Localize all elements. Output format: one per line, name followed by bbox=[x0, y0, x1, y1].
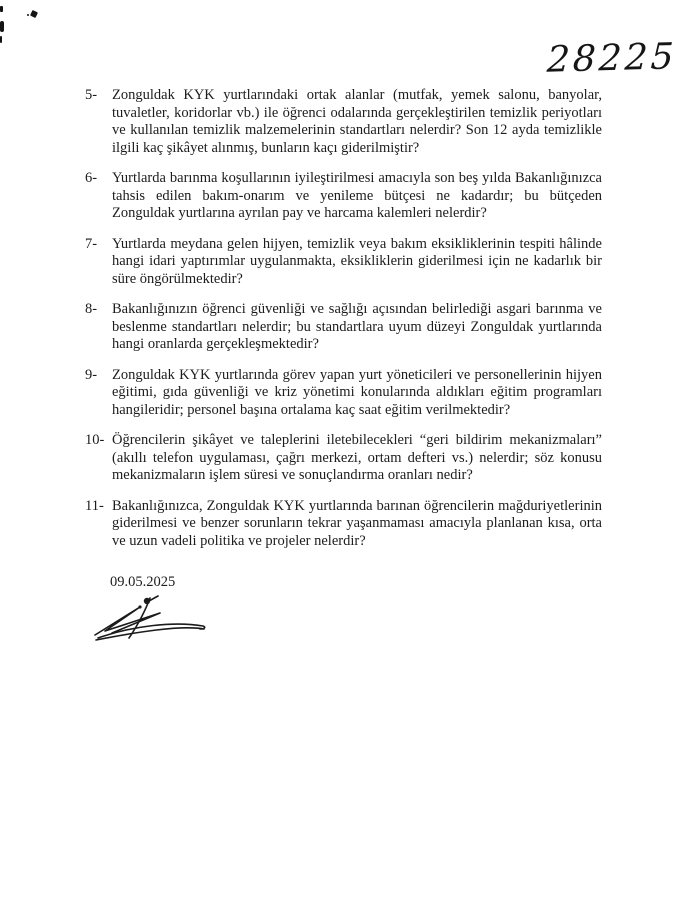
question-number: 7- bbox=[85, 235, 98, 252]
question-text: Öğrencilerin şikâyet ve taleplerini iletebilecekleri “geri bildirim mekanizmaları” (akıllı telefon uygulaması, çağrı merkezi, ortam defteri vs.) nelerdir; söz konusu mekanizmaların işlem süresi ve sonuçlandırma oranları nedir? bbox=[112, 432, 602, 483]
question-number: 5- bbox=[85, 87, 98, 103]
document-date: 09.05.2025 bbox=[110, 574, 176, 590]
signature-strokes bbox=[92, 595, 210, 645]
scan-artifact bbox=[30, 10, 38, 18]
signature-ink-blob bbox=[138, 605, 141, 608]
question-text: Zonguldak KYK yurtlarında görev yapan yurt yöneticileri ve personellerinin hijyen eğitimi, gıda güvenliği ve kriz yönetimi konularında aldıkları eğitim programları hangileridir; personel başına ortalama kaç saat eğitim verilmektedir? bbox=[112, 366, 602, 418]
question-number: 8- bbox=[85, 301, 98, 317]
question-number: 6- bbox=[85, 170, 98, 186]
question-text: Yurtlarda barınma koşullarının iyileştirilmesi amacıyla son beş yılda Bakanlığınızca tahsis edilen bakım-onarım ve yenileme bütçesi ne kadardır; bu bütçeden Zonguldak yurtlarına ayrılan pay ve harcama kalemleri nelerdir? bbox=[112, 170, 602, 221]
question-item-6 bbox=[85, 170, 602, 223]
question-list bbox=[85, 87, 602, 645]
question-item-9 bbox=[85, 367, 602, 420]
question-item-7 bbox=[85, 236, 602, 289]
question-item-5 bbox=[85, 87, 602, 157]
question-number: 11- bbox=[85, 497, 104, 514]
question-text: Bakanlığınızın öğrenci güvenliği ve sağlığı açısından belirlediği asgari barınma ve beslenme standartları nelerdir; bu standartlara uyum düzeyi Zonguldak yurtlarında hangi oranlarda gerçekleşmektedir? bbox=[112, 301, 602, 352]
scan-artifact bbox=[0, 36, 2, 43]
question-item-10 bbox=[85, 432, 602, 485]
signature-ink-blob bbox=[144, 597, 150, 603]
handwritten-registry-number: 28225 bbox=[546, 36, 678, 81]
scan-artifact bbox=[27, 14, 29, 16]
question-text: Yurtlarda meydana gelen hijyen, temizlik veya bakım eksikliklerinin tespiti hâlinde hangi idari yaptırımlar uygulanmakta, eksikliklerin giderilmesi için ne kadarlık bir süre öngörülmektedir? bbox=[112, 235, 602, 287]
question-item-8 bbox=[85, 301, 602, 354]
scan-artifact bbox=[0, 21, 4, 32]
handwritten-signature bbox=[92, 595, 602, 645]
question-number: 10- bbox=[85, 432, 105, 448]
question-number: 9- bbox=[85, 366, 98, 383]
question-text: Zonguldak KYK yurtlarındaki ortak alanlar (mutfak, yemek salonu, banyolar, tuvaletler, koridorlar vb.) ile öğrenci odalarında gerçekleştirilen temizlik periyotları ve kullanılan temizlik malzemelerinin standartları nelerdir? Son 12 ayda temizlikle ilgili kaç şikâyet alınmış, bunların kaçı giderilmiştir? bbox=[112, 87, 602, 156]
question-text: Bakanlığınızca, Zonguldak KYK yurtlarında barınan öğrencilerin mağduriyetlerinin giderilmesi ve benzer sorunların tekrar yaşanmaması amacıyla planlanan kısa, orta ve uzun vadeli politika ve projeler nelerdir? bbox=[112, 497, 602, 549]
scan-artifact bbox=[0, 6, 3, 12]
question-item-11 bbox=[85, 498, 602, 551]
